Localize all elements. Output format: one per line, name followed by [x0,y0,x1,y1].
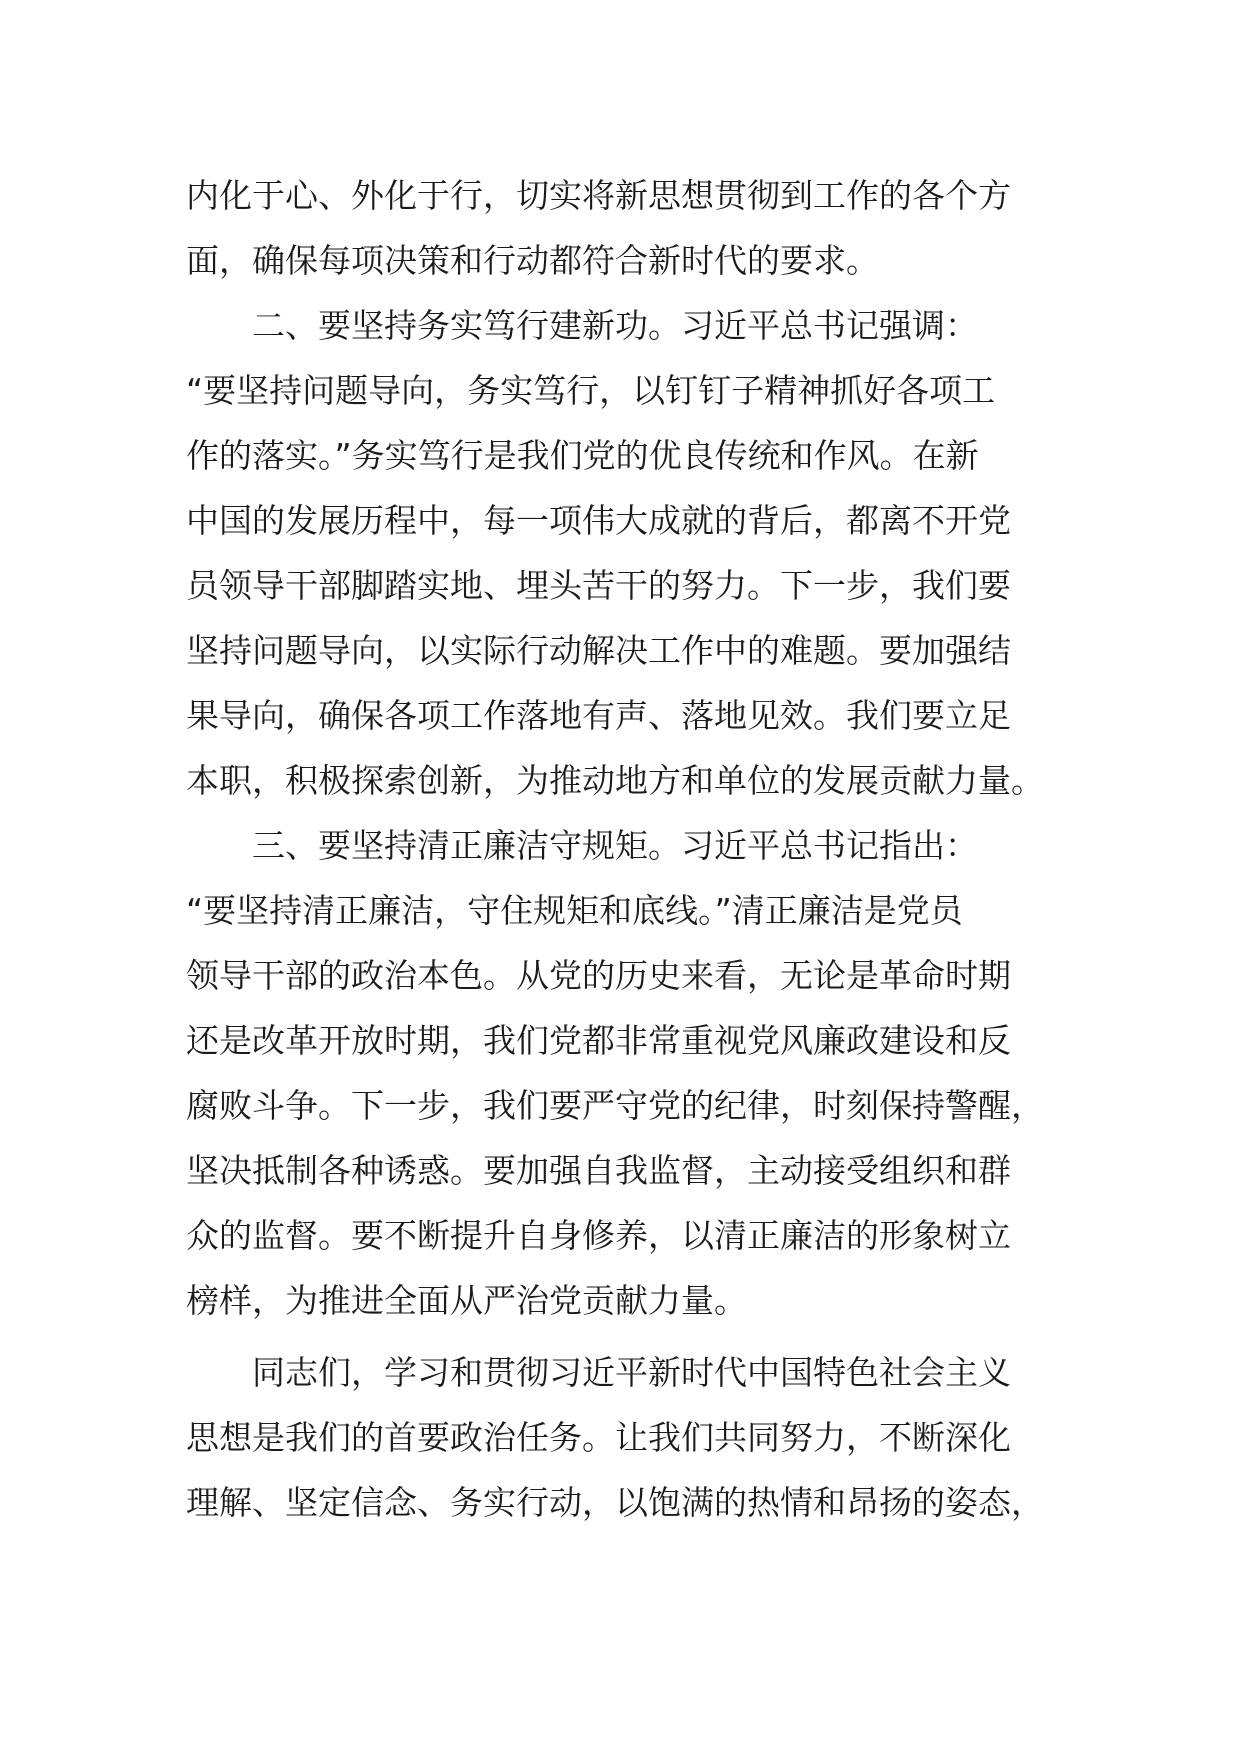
text-line: 还是改革开放时期，我们党都非常重视党风廉政建设和反 [186,1021,1011,1060]
text-line: 领导干部的政治本色。从党的历史来看，无论是革命时期 [186,956,1011,995]
text-line: 理解、坚定信念、务实行动，以饱满的热情和昂扬的姿态， [186,1483,1044,1522]
text-line: 内化于心、外化于行，切实将新思想贯彻到工作的各个方 [186,176,1011,215]
text-line: 众的监督。要不断提升自身修养，以清正廉洁的形象树立 [186,1216,1011,1255]
section-three-heading-line: 三、要坚持清正廉洁守规矩。习近平总书记指出： [252,826,978,865]
text-line: 坚决抵制各种诱惑。要加强自我监督，主动接受组织和群 [186,1151,1011,1190]
text-line: 中国的发展历程中，每一项伟大成就的背后，都离不开党 [186,501,1011,540]
text-line: 果导向，确保各项工作落地有声、落地见效。我们要立足 [186,696,1011,735]
body-text [186,163,1066,1535]
text-line: 员领导干部脚踏实地、埋头苦干的努力。下一步，我们要 [186,566,1011,605]
text-line: 坚持问题导向，以实际行动解决工作中的难题。要加强结 [186,631,1011,670]
section-two-heading-line: 二、要坚持务实笃行建新功。习近平总书记强调： [252,306,978,345]
text-line: 面，确保每项决策和行动都符合新时代的要求。 [186,241,879,280]
text-line: “要坚持清正廉洁，守住规矩和底线。”清正廉洁是党员 [186,891,963,930]
text-line: “要坚持问题导向，务实笃行，以钉钉子精神抓好各项工 [186,371,996,410]
text-line: 本职，积极探索创新，为推动地方和单位的发展贡献力量。 [186,761,1044,800]
text-line: 腐败斗争。下一步，我们要严守党的纪律，时刻保持警醒， [186,1086,1044,1125]
text-line: 思想是我们的首要政治任务。让我们共同努力，不断深化 [186,1418,1011,1457]
text-line: 榜样，为推进全面从严治党贡献力量。 [186,1281,747,1320]
closing-paragraph-line: 同志们，学习和贯彻习近平新时代中国特色社会主义 [252,1353,1011,1392]
paragraph-gap [186,1333,1066,1340]
text-line: 作的落实。”务实笃行是我们党的优良传统和作风。在新 [186,436,979,475]
